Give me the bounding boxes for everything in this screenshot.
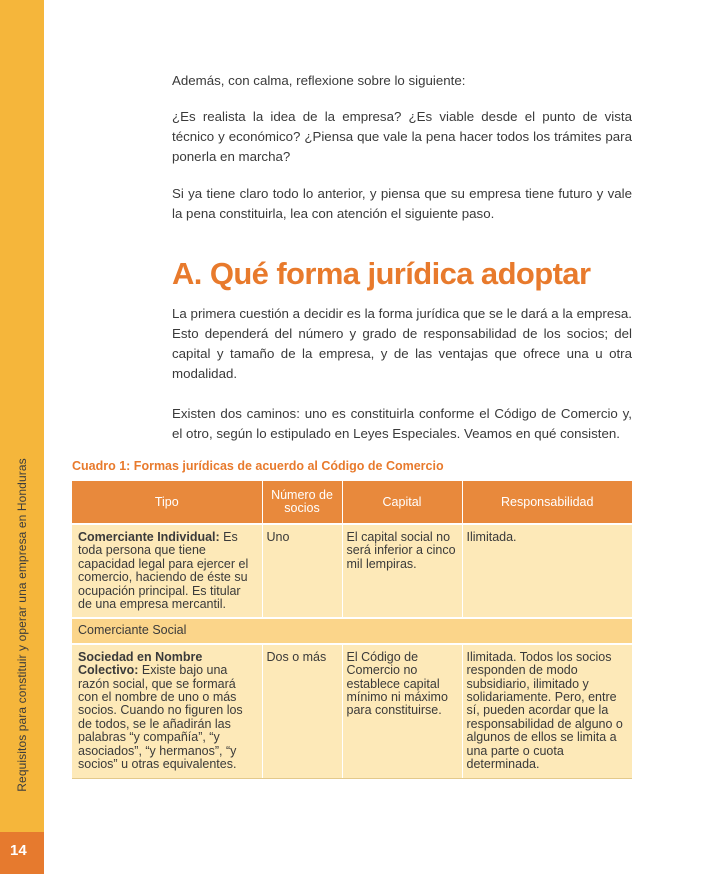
cell-tipo-text: Es toda persona que tiene capacidad legal para ejercer el comercio, haciendo de éste su ocupación principal. Es titular de una empresa mercantil. (78, 530, 249, 612)
page-number: 14 (10, 842, 27, 859)
intro-paragraph-2 (172, 107, 632, 167)
cell-tipo-text: Existe bajo una razón social, que se formará con el nombre de uno o más socios. Cuando no figuren los de todos, se le añadirán las palabras “y compañía”, “y asociados”, “y hermanos”, “y socios” u otras equivalentes. (78, 663, 243, 772)
cell-responsabilidad: Ilimitada. (462, 524, 632, 618)
table-row (72, 644, 632, 778)
running-title-text: Requisitos para constituir y operar una empresa en Honduras (15, 458, 29, 792)
intro-p2-text: ¿Es realista la idea de la empresa? ¿Es viable desde el punto de vista técnico y económico? ¿Piensa que vale la pena hacer todos los trámites para ponerla en marcha? (172, 109, 632, 164)
cell-socios: Uno (262, 524, 342, 618)
cell-capital: El Código de Comercio no establece capital mínimo ni máximo para constituirse. (342, 644, 462, 778)
legal-forms-table (72, 481, 632, 779)
page-number-box (0, 832, 44, 874)
section-p2-text: Existen dos caminos: uno es constituirla conforme el Código de Comercio y, el otro, según lo estipulado en Leyes Especiales. Veamos en qué consisten. (172, 406, 632, 441)
cell-tipo-label: Comerciante Individual: (78, 530, 220, 544)
table-caption: Cuadro 1: Formas jurídicas de acuerdo al Código de Comercio (72, 459, 444, 473)
header-numero-socios: Número de socios (262, 481, 342, 524)
section-p1-text: La primera cuestión a decidir es la forma jurídica que se le dará a la empresa. Esto dependerá del número y grado de responsabilidad de los socios; del capital y tamaño de la empresa, y de las ventajas que ofrece una u otra modalidad. (172, 306, 632, 381)
intro-p3-text: Si ya tiene claro todo lo anterior, y piensa que su empresa tiene futuro y vale la pena constituirla, lea con atención el siguiente paso. (172, 186, 632, 221)
cell-tipo (72, 524, 262, 618)
header-responsabilidad: Responsabilidad (462, 481, 632, 524)
section-paragraph-2 (172, 404, 632, 444)
section-paragraph-1 (172, 304, 632, 384)
table-section-row (72, 618, 632, 643)
cell-tipo (72, 644, 262, 778)
running-title (0, 0, 44, 830)
cell-socios: Dos o más (262, 644, 342, 778)
intro-paragraph-3 (172, 184, 632, 224)
section-row-label: Comerciante Social (72, 618, 632, 643)
header-tipo: Tipo (72, 481, 262, 524)
section-heading: A. Qué forma jurídica adoptar (172, 256, 591, 291)
header-capital: Capital (342, 481, 462, 524)
intro-p1-text: Además, con calma, reflexione sobre lo siguiente: (172, 73, 466, 88)
cell-capital: El capital social no será inferior a cinco mil lempiras. (342, 524, 462, 618)
intro-paragraph-1 (172, 71, 632, 91)
table-row (72, 524, 632, 618)
cell-responsabilidad: Ilimitada. Todos los socios responden de modo subsidiario, ilimitado y solidariamente. Pero, entre sí, pueden acordar que la responsabilidad de alguno o algunos de ellos se limita a una parte o cuota determinada. (462, 644, 632, 778)
cell-tipo-label: Sociedad en Nombre Colectivo: (78, 649, 203, 678)
table-header-row (72, 481, 632, 524)
